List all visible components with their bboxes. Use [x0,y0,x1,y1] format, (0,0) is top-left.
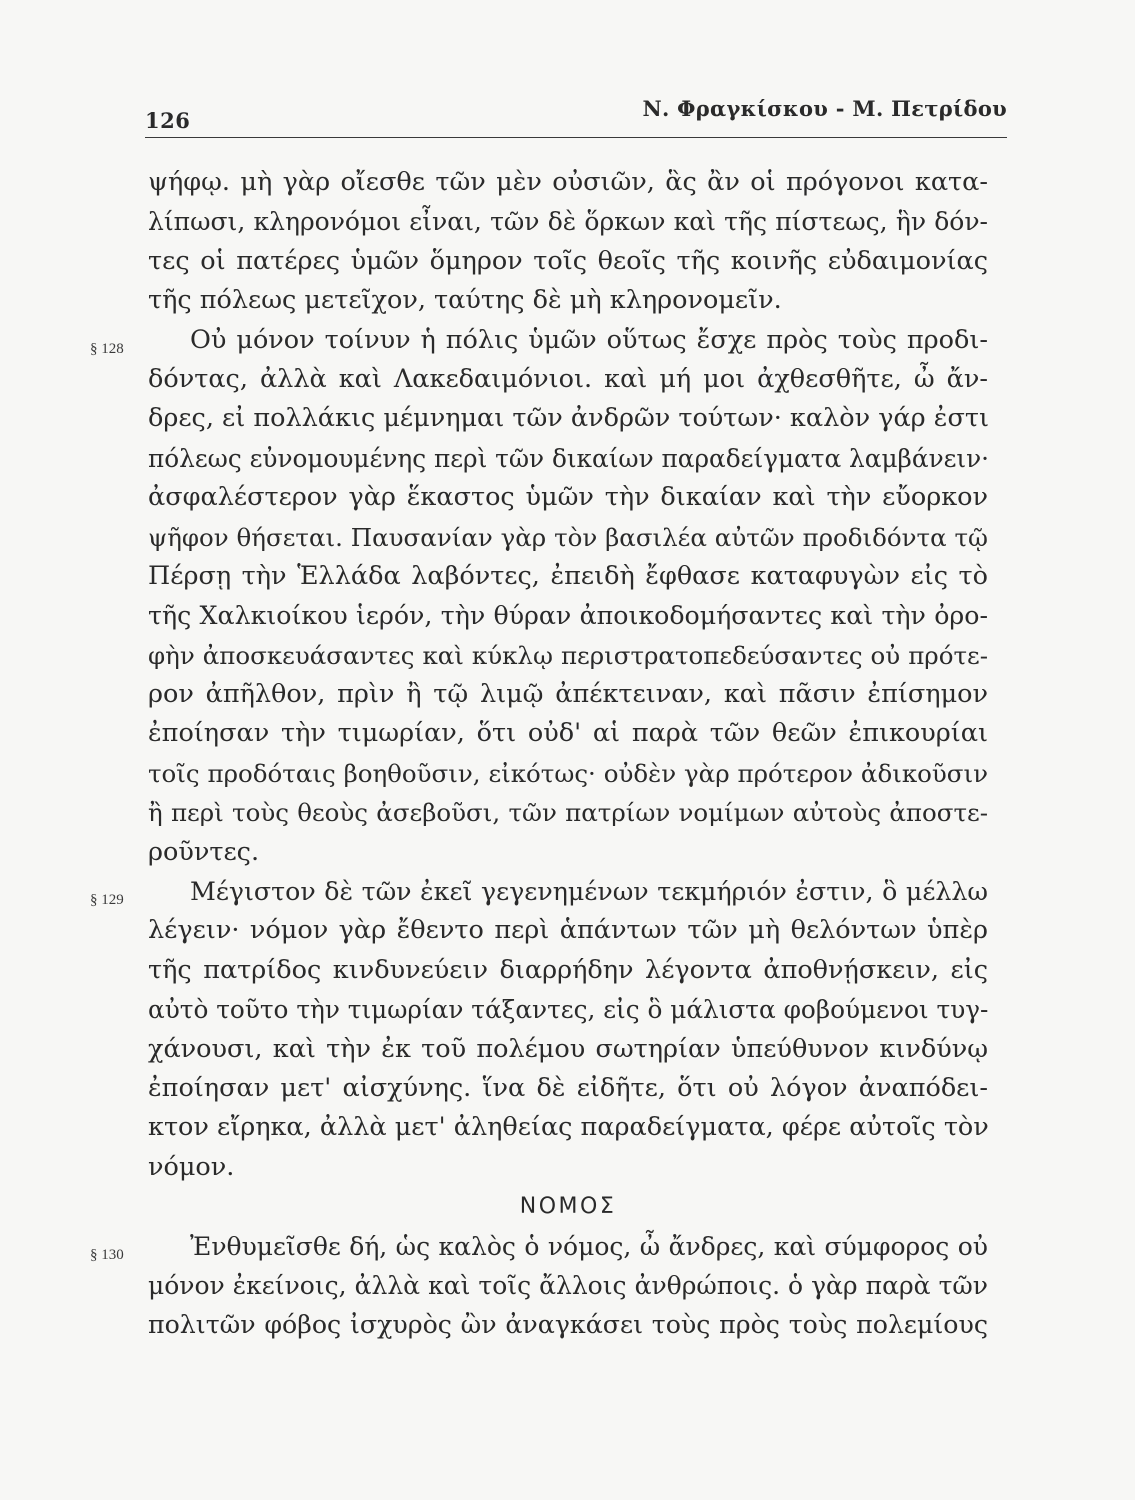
section-129 [90,872,989,1187]
text-line: πολιτῶν φόβος ἰσχυρὸς ὢν ἀναγκάσει τοὺς πρὸς τοὺς πολεμίους [148,1310,988,1340]
page-number: 126 [145,108,191,133]
text-line: τῆς πόλεως μετεῖχον, ταύτης δὲ μὴ κληρονομεῖν. [148,285,782,316]
section-marker: § 128 [90,340,124,357]
text-line: τοῖς προδόταις βοηθοῦσιν, εἰκότως· οὐδὲν γὰρ πρότερον ἀδικοῦσιν [148,758,988,788]
text-line: τῆς Χαλκιοίκου ἱερόν, τὴν θύραν ἀποικοδομήσαντες καὶ τὴν ὀρο- [148,601,988,631]
section-marker: § 129 [90,892,124,909]
text-line: Μέγιστον δὲ τῶν ἐκεῖ γεγενημένων τεκμήριόν ἐστιν, ὃ μέλλω [190,877,988,907]
text-line: ροῦντες. [148,836,260,867]
section-marker: § 130 [90,1246,124,1263]
text-line: τες οἱ πατέρες ὑμῶν ὅμηρον τοῖς θεοῖς τῆς κοινῆς εὐδαιμονίας [148,245,988,276]
text-line: μόνον ἐκείνοις, ἀλλὰ καὶ τοῖς ἄλλοις ἀνθρώποις. ὁ γὰρ παρὰ τῶν [148,1270,988,1300]
intro-paragraph [148,163,988,321]
text-line: ρον ἀπῆλθον, πρὶν ἢ τῷ λιμῷ ἀπέκτειναν, καὶ πᾶσιν ἐπίσημον [148,679,988,710]
text-line: ψήφῳ. μὴ γὰρ οἴεσθε τῶν μὲν οὐσιῶν, ἃς ἂν οἱ πρόγονοι κατα- [148,167,988,197]
page-body [90,163,990,1345]
text-line: δρες, εἰ πολλάκις μέμνημαι τῶν ἀνδρῶν τούτων· καλὸν γάρ ἐστι [148,403,989,434]
section-128 [90,321,990,872]
text-line: ἐποίησαν τὴν τιμωρίαν, ὅτι οὐδ' αἱ παρὰ τῶν θεῶν ἐπικουρίαι [148,718,988,749]
header-rule [145,137,1007,138]
text-line: χάνουσι, καὶ τὴν ἐκ τοῦ πολέμου σωτηρίαν ὑπεύθυνον κινδύνῳ [148,1033,988,1064]
text-line: τῆς πατρίδος κινδυνεύειν διαρρήδην λέγοντα ἀποθνῄσκειν, εἰς [148,954,988,985]
text-line: κτον εἴρηκα, ἀλλὰ μετ' ἀληθείας παραδείγματα, φέρε αὐτοῖς τὸν [148,1112,989,1143]
text-line: αὐτὸ τοῦτο τὴν τιμωρίαν τάξαντες, εἰς ὃ μάλιστα φοβούμενοι τυγ- [148,995,989,1025]
text-line: λίπωσι, κληρονόμοι εἶναι, τῶν δὲ ὅρκων καὶ τῆς πίστεως, ἣν δόν- [148,207,988,237]
text-line: ἀσφαλέστερον γὰρ ἕκαστος ὑμῶν τὴν δικαίαν καὶ τὴν εὔορκον [148,482,988,513]
running-head: Ν. Φραγκίσκου - Μ. Πετρίδου [642,96,1007,121]
text-line: ἢ περὶ τοὺς θεοὺς ἀσεβοῦσι, τῶν πατρίων νομίμων αὐτοὺς ἀποστε- [148,798,988,828]
text-line: πόλεως εὐνομουμένης περὶ τῶν δικαίων παραδείγματα λαμβάνειν· [148,443,990,473]
text-line: Πέρσῃ τὴν Ἑλλάδα λαβόντες, ἐπειδὴ ἔφθασε καταφυγὼν εἰς τὸ [148,560,988,591]
text-line: φὴν ἀποσκευάσαντες καὶ κύκλῳ περιστρατοπεδεύσαντες οὐ πρότε- [148,640,988,670]
text-line: λέγειν· νόμον γὰρ ἔθεντο περὶ ἁπάντων τῶν μὴ θελόντων ὑπὲρ [148,915,988,946]
text-line: δόντας, ἀλλὰ καὶ Λακεδαιμόνιοι. καὶ μή μοι ἀχθεσθῆτε, ὦ ἄν- [148,363,988,394]
text-line: νόμον. [148,1151,235,1182]
text-line: Ἐνθυμεῖσθε δή, ὡς καλὸς ὁ νόμος, ὦ ἄνδρες, καὶ σύμφορος οὐ [190,1231,988,1261]
text-line: ἐποίησαν μετ' αἰσχύνης. ἵνα δὲ εἰδῆτε, ὅτι οὐ λόγον ἀναπόδει- [148,1072,988,1103]
text-line: ψῆφον θήσεται. Παυσανίαν γὰρ τὸν βασιλέα αὐτῶν προδιδόντα τῷ [148,522,988,552]
section-130 [90,1227,988,1345]
text-line: Οὐ μόνον τοίνυν ἡ πόλις ὑμῶν οὕτως ἔσχε πρὸς τοὺς προδι- [190,324,988,355]
law-heading: ΝΟΜΟΣ [519,1194,617,1220]
